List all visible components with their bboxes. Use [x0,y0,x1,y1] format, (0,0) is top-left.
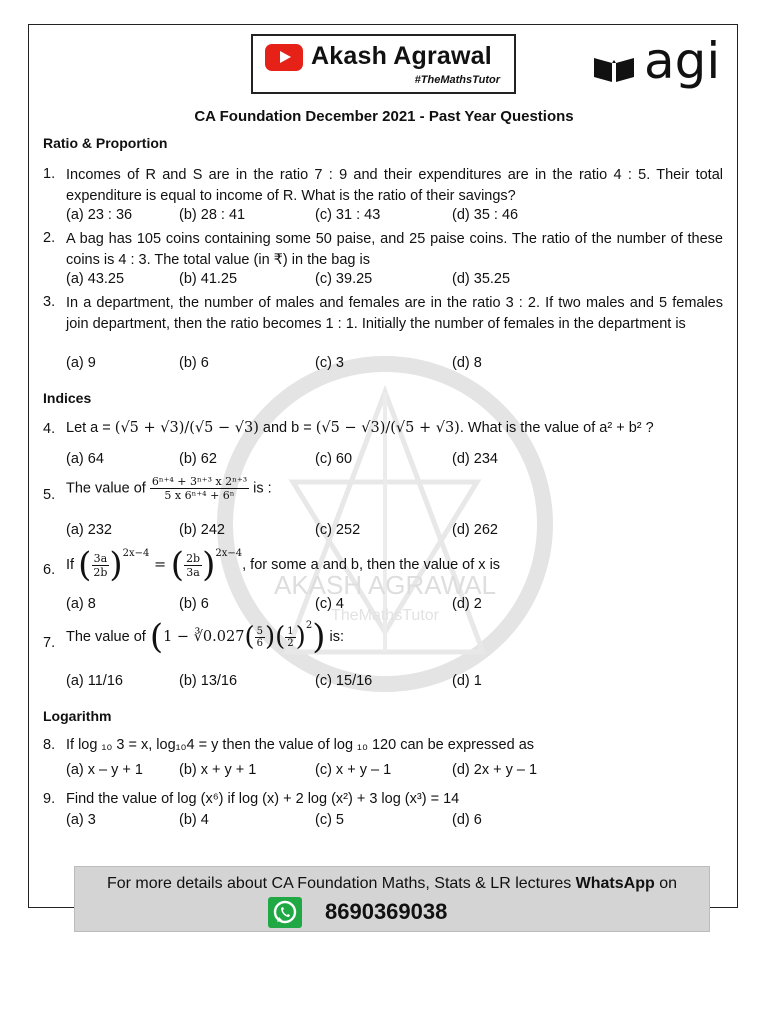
footer-whatsapp-label: WhatsApp [575,875,655,892]
q5-prefix: The value of [66,480,150,497]
document-title: CA Foundation December 2021 - Past Year Questions [194,108,574,125]
q6-suffix: , for some a and b, then the value of x is [242,556,501,573]
q6-exponent-2: 2x−4 [215,548,243,559]
section-heading-ratio: Ratio & Proportion [43,135,168,151]
question-text [66,420,654,436]
q5-fraction [150,475,249,502]
question-number: 6. [43,562,56,578]
option-a: (a) 11/16 [66,673,123,689]
option-b: (b) 4 [179,812,209,828]
option-c: (c) 60 [315,451,353,467]
brand-tagline: #TheMathsTutor [414,74,500,86]
option-a: (a) 9 [66,355,96,371]
option-d: (d) 234 [452,451,498,467]
option-b: (b) 28 : 41 [179,207,246,223]
option-b: (b) 6 [179,355,209,371]
question-number: 4. [43,421,56,437]
option-a: (a) 8 [66,596,96,612]
q6-f1-den: 2b [93,565,108,579]
watermark-tag: TheMathsTutor [331,607,439,624]
question-text: In a department, the number of males and females are in the ratio 3 : 2. If two males and 5 females join department, then the ratio becomes 1 : 1. Initially the number of females in the department is [66,295,723,332]
question-text: If ( $\frac{3a}{2b}$ )$^{2x-4}$ = ( $\frac{2b}{3a}$ )$^{2x-4}$, for some a and b, then the value of x is [66,545,501,585]
q6-fraction-2 [184,552,202,579]
q5-denominator: 5 x 6ⁿ⁺⁴ + 6ⁿ [164,489,235,502]
question-number: 8. [43,737,56,753]
option-c: (c) 3 [315,355,344,371]
option-b: (b) 62 [179,451,217,467]
option-b: (b) 6 [179,596,209,612]
option-d: (d) 2 [452,596,482,612]
option-b: (b) 242 [179,522,225,538]
agi-logo [594,32,734,98]
q4-math-a: (√5 + √3)/(√5 − √3) [114,420,259,436]
option-d: (d) 1 [452,673,482,689]
section-heading-indices: Indices [43,390,92,406]
question-text: Incomes of R and S are in the ratio 7 : 9 and their expenditures are in the ratio 4 : 5. Their total expenditure is equal to income of R. What is the ratio of their savings? [66,167,723,204]
option-c: (c) 5 [315,812,344,828]
q6-f1-num: 3a [93,551,108,565]
q6-fraction-1 [91,552,109,579]
q6-f2-den: 3a [186,565,200,579]
q7-cube-root: ∛0.027 [193,628,245,645]
q7-f1-den: 6 [256,637,263,649]
question-text: If log ₁₀ 3 = x, log₁₀4 = y then the value of log ₁₀ 120 can be expressed as [66,737,535,753]
option-d: (d) 6 [452,812,482,828]
question-number: 3. [43,294,56,310]
option-a: (a) 43.25 [66,271,125,287]
q7-f2-den: 2 [287,637,294,649]
option-c: (c) 4 [315,596,344,612]
option-d: (d) 35.25 [452,271,511,287]
q4-math-b: (√5 − √3)/(√5 + √3) [315,420,460,436]
whatsapp-icon[interactable] [268,897,302,928]
option-c: (c) 15/16 [315,673,373,689]
q4-prefix: Let a = [66,420,115,436]
q6-f2-num: 2b [186,551,201,565]
q7-f1-num: 5 [256,625,263,637]
option-a: (a) 3 [66,812,96,828]
agi-book-icon [594,54,634,82]
contact-footer [74,866,710,932]
q5-suffix: is : [249,480,272,497]
option-c: (c) 39.25 [315,271,373,287]
option-b: (b) x + y + 1 [179,762,257,778]
phone-number[interactable]: 8690369038 [325,899,448,924]
question-text [66,475,272,502]
question-text: A bag has 105 coins containing some 50 paise, and 25 paise coins. The ratio of the number of these coins is 4 : 3. The total value (in ₹) in the bag is [66,231,723,268]
option-d: (d) 35 : 46 [452,207,519,223]
question-number: 2. [43,230,56,246]
q7-f2-num: 1 [287,625,294,637]
q7-prefix: The value of [66,628,150,645]
watermark-name: AKASH AGRAWAL [273,570,497,600]
q6-equals: = [149,556,171,573]
question-text: Find the value of log (x⁶) if log (x) + 2 log (x²) + 3 log (x³) = 14 [66,791,460,807]
footer-tail: on [654,875,678,892]
q6-prefix: If [66,556,79,573]
section-heading-logarithm: Logarithm [43,708,112,724]
footer-text [75,875,709,893]
agi-logo-text: agi [644,32,721,90]
q5-numerator: 6ⁿ⁺⁴ + 3ⁿ⁺³ x 2ⁿ⁺³ [151,475,248,488]
option-c: (c) 252 [315,522,361,538]
q7-one-minus: 1 − [163,628,194,645]
brand-banner [251,34,516,94]
q6-exponent-1: 2x−4 [122,548,150,559]
option-d: (d) 262 [452,522,498,538]
q7-square: 2 [305,620,313,631]
q7-suffix: is: [325,628,344,645]
youtube-icon [265,44,303,71]
option-a: (a) 64 [66,451,104,467]
question-number: 9. [43,791,56,807]
option-d: (d) 8 [452,355,482,371]
question-number: 7. [43,635,56,651]
option-b: (b) 41.25 [179,271,238,287]
option-c: (c) x + y – 1 [315,762,392,778]
q4-suffix: . What is the value of a² + b² ? [459,420,654,436]
brand-name: Akash Agrawal [311,42,492,70]
question-text: The value of (1 − ∛0.027( $\frac{5}{6}$ )( $\frac{1}{2}$ )$^2$) is: [66,617,344,657]
option-c: (c) 31 : 43 [315,207,381,223]
option-a: (a) 232 [66,522,112,538]
option-a: (a) 23 : 36 [66,207,133,223]
q4-mid: and b = [258,420,316,436]
footer-lead: For more details about CA Foundation Maths, Stats & LR lectures [106,875,576,892]
q7-fraction-2 [285,626,295,649]
question-number: 5. [43,487,56,503]
option-b: (b) 13/16 [179,673,238,689]
question-number: 1. [43,166,56,182]
option-a: (a) x – y + 1 [66,762,143,778]
option-d: (d) 2x + y – 1 [452,762,538,778]
q7-fraction-1 [255,626,265,649]
